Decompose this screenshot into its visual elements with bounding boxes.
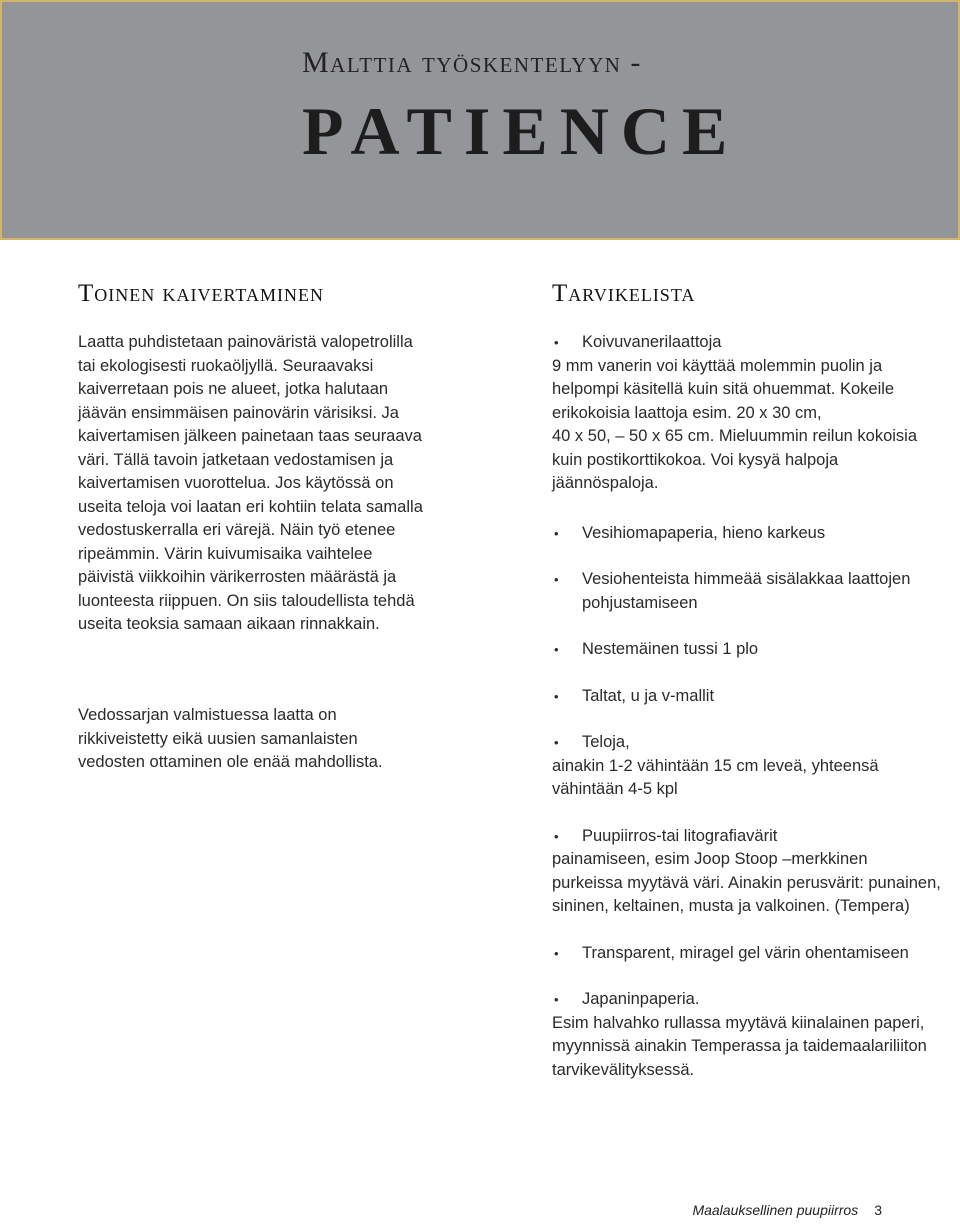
page-footer bbox=[692, 1202, 882, 1218]
list-item-title: Puupiirros-tai litografiavärit bbox=[582, 826, 778, 845]
supplies-list bbox=[552, 331, 942, 1082]
left-paragraph-1: Laatta puhdistetaan painoväristä valopetrolilla tai ekologisesti ruokaöljyllä. Seuraavaksi kaiverretaan pois ne alueet, jotka halutaan jäävän ensimmäisen painovärin värisiksi. Ja kaivertamisen jälkeen painetaan taas seuraava väri. Tällä tavoin jatketaan vedostamisen ja kaivertamisen vuorottelua. Jos käytössä on useita teloja voi laatan eri kohtiin telata samalla vedostuskerralla eri värejä. Näin työ etenee ripeämmin. Värin kuivumisaika vaihtelee päivistä viikkoihin värikerrosten määrästä ja luonteesta riippuen. On siis taloudellista tehdä useita teoksia samaan aikaan rinnakkain. bbox=[78, 333, 423, 633]
list-item-title: Koivuvanerilaattoja bbox=[582, 333, 722, 351]
bullet-icon: • bbox=[554, 828, 559, 844]
left-section-heading: Toinen kaivertaminen bbox=[78, 280, 324, 307]
title-banner bbox=[0, 0, 960, 240]
left-paragraph-2: Vedossarjan valmistuessa laatta on rikkiveistetty eikä uusien samanlaisten vedosten ottaminen ole enää mahdollista. bbox=[78, 706, 383, 771]
banner-title: PATIENCE bbox=[302, 93, 740, 169]
list-item bbox=[552, 331, 942, 496]
page-number: 3 bbox=[874, 1202, 882, 1218]
bullet-icon: • bbox=[554, 525, 559, 541]
list-item bbox=[552, 568, 942, 615]
list-item-detail: ainakin 1-2 vähintään 15 cm leveä, yhteensä vähintään 4-5 kpl bbox=[552, 756, 879, 798]
list-item bbox=[552, 825, 942, 919]
banner-subtitle: Malttia työskentelyyn - bbox=[302, 46, 642, 79]
list-item-detail-2: 40 x 50, – 50 x 65 cm. Mieluummin reilun kokoisia kuin postikorttikokoa. Voi kysyä halpoja jäännöspaloja. bbox=[552, 427, 917, 492]
list-item-title: Taltat, u ja v-mallit bbox=[582, 686, 715, 705]
list-item bbox=[552, 942, 942, 966]
list-item-detail: painamiseen, esim Joop Stoop –merkkinen purkeissa myytävä väri. Ainakin perusvärit: punainen, sininen, keltainen, musta ja valkoinen. (Tempera) bbox=[552, 850, 941, 915]
list-item-detail: 9 mm vanerin voi käyttää molemmin puolin ja helpompi käsitellä kuin sitä ohuemmat. Kokeile erikokoisia laattoja esim. 20 x 30 cm, bbox=[552, 356, 895, 422]
list-item-title: Transparent, miragel gel värin ohentamiseen bbox=[582, 943, 909, 962]
bullet-icon: • bbox=[554, 688, 559, 704]
list-item-title: Nestemäinen tussi 1 plo bbox=[582, 640, 759, 658]
list-item-title: Vesihiomapaperia, hieno karkeus bbox=[582, 523, 826, 542]
list-item bbox=[552, 522, 942, 546]
list-item bbox=[552, 685, 942, 709]
list-item-title: Teloja, bbox=[582, 733, 630, 751]
publication-title: Maalauksellinen puupiirros bbox=[692, 1202, 859, 1218]
bullet-icon: • bbox=[554, 572, 559, 587]
list-item-title: Vesiohenteista himmeää sisälakkaa laattojen pohjustamiseen bbox=[582, 570, 911, 612]
list-item bbox=[552, 638, 942, 662]
bullet-icon: • bbox=[554, 945, 559, 961]
list-item bbox=[552, 731, 942, 802]
bullet-icon: • bbox=[554, 642, 559, 657]
right-section-heading: Tarvikelista bbox=[552, 280, 696, 307]
bullet-icon: • bbox=[554, 335, 559, 350]
list-item-detail: Esim halvahko rullassa myytävä kiinalainen paperi, myynnissä ainakin Temperassa ja taidemaalariliiton tarvikevälityksessä. bbox=[552, 1013, 927, 1079]
list-item-title: Japaninpaperia. bbox=[582, 990, 700, 1008]
bullet-icon: • bbox=[554, 992, 559, 1007]
bullet-icon: • bbox=[554, 735, 559, 750]
list-item bbox=[552, 988, 942, 1082]
